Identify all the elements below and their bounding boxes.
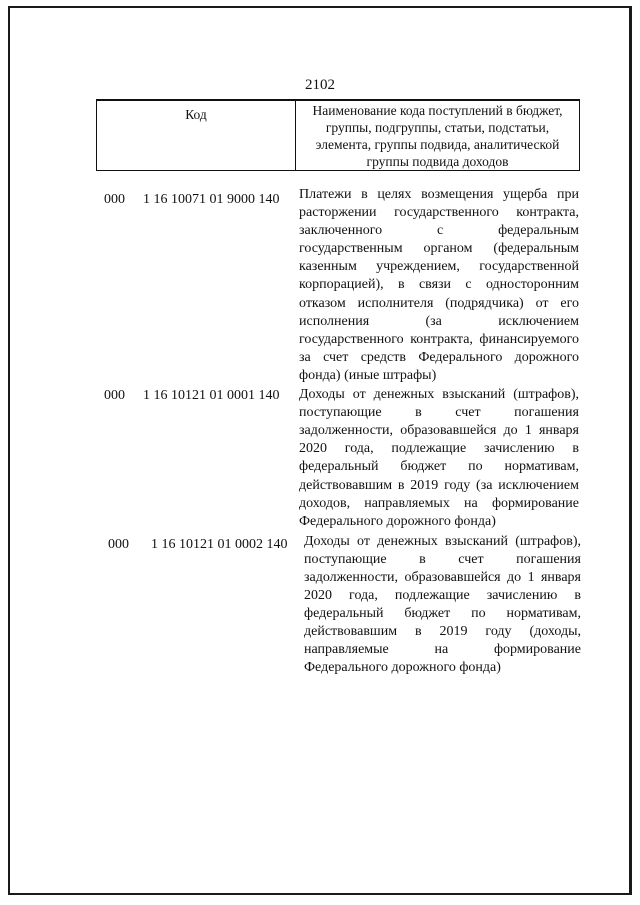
table-header-row — [97, 100, 580, 171]
code-column-header: Код — [97, 100, 296, 171]
table-header — [96, 99, 580, 171]
page-number: 2102 — [305, 77, 335, 93]
revenue-code: 1 16 10121 01 0001 140 — [143, 388, 280, 404]
name-column-header: Наименование кода поступлений в бюджет, группы, подгруппы, статьи, подстатьи, элемента, группы подвида, аналитической группы подвида доходов — [296, 100, 580, 171]
table-row — [0, 386, 640, 531]
revenue-code: 1 16 10121 01 0002 140 — [151, 536, 288, 552]
main-code: 000 — [104, 192, 125, 207]
table-row — [0, 186, 640, 385]
table-row — [0, 533, 640, 678]
revenue-description: Платежи в целях возмещения ущерба при расторжении государственного контракта, заключенного с федеральным государственным органом (федеральным казенным учреждением, государственной корпорацией), в связи с односторонним отказом исполнителя (подрядчика) от его исполнения (за исключением государственного контракта, финансируемого за счет средств Федерального дорожного фонда) (иные штрафы) — [299, 187, 579, 383]
revenue-code: 1 16 10071 01 9000 140 — [143, 192, 280, 207]
main-code: 000 — [108, 536, 129, 552]
entries-list — [0, 186, 640, 678]
revenue-description: Доходы от денежных взысканий (штрафов), поступающие в счет погашения задолженности, образовавшейся до 1 января 2020 года, подлежащие зачислению в федеральный бюджет по нормативам, действовавшим в 2019 году (за исключением доходов, направляемых на формирование Федерального дорожного фонда) — [299, 387, 579, 529]
revenue-description: Доходы от денежных взысканий (штрафов), поступающие в счет погашения задолженности, образовавшейся до 1 января 2020 года, подлежащие зачислению в федеральный бюджет по нормативам, действовавшим в 2019 году (доходы, направляемые на формирование Федерального дорожного фонда) — [304, 533, 581, 676]
main-code: 000 — [104, 388, 125, 404]
